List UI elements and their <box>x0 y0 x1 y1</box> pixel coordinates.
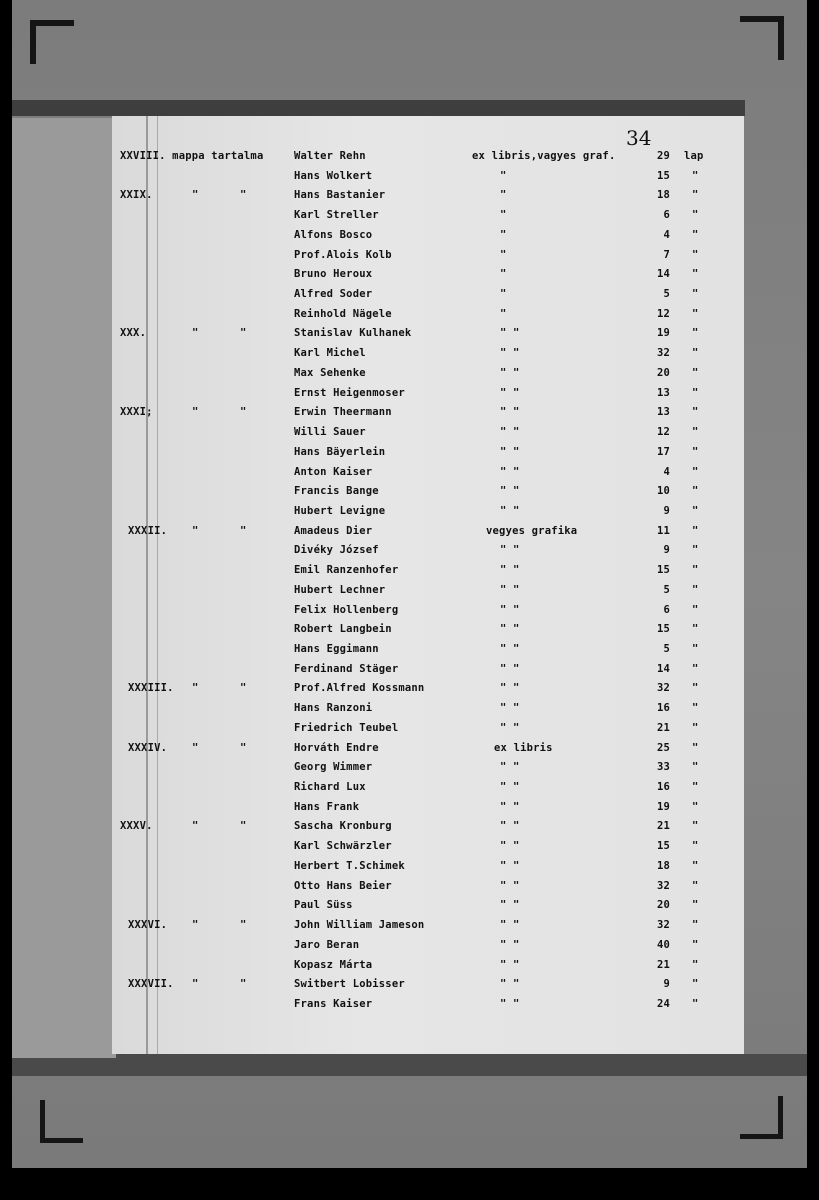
unit-ditto: " <box>692 978 699 991</box>
artist-name: Hans Bastanier <box>294 189 386 202</box>
category-ditto: " <box>500 169 507 182</box>
ditto-mark: " <box>192 524 199 537</box>
unit-ditto: " <box>692 938 699 951</box>
category-ditto: " " <box>500 958 520 971</box>
category-ditto: " " <box>500 485 520 498</box>
unit-ditto: " <box>692 643 699 655</box>
artist-name: Willi Sauer <box>294 426 366 439</box>
category-ditto: " " <box>500 800 520 813</box>
folder-number: XXX. <box>120 327 147 340</box>
category-ditto: " " <box>500 859 520 872</box>
folder-number: XXXII. <box>128 524 168 537</box>
artist-name: Divéky József <box>294 544 379 557</box>
unit-ditto: " <box>692 544 699 557</box>
ditto-mark: " <box>240 741 247 754</box>
folder-number: XXXIII. <box>128 682 174 695</box>
category-ditto: " " <box>500 366 520 379</box>
unit-ditto: " <box>692 268 699 281</box>
unit-ditto: " <box>692 327 699 340</box>
sheet-count: 4 <box>663 228 670 241</box>
sheet-count: 16 <box>656 702 670 715</box>
unit-ditto: " <box>692 702 699 715</box>
category-ditto: " " <box>500 406 520 419</box>
sheet-count: 6 <box>663 209 670 222</box>
film-scratch <box>157 116 158 1054</box>
sheet-count: 11 <box>656 524 670 537</box>
folder-number: XXXIV. <box>128 741 168 754</box>
artist-name: Stanislav Kulhanek <box>294 327 412 340</box>
film-scratch <box>146 116 148 1054</box>
artist-name: Emil Ranzenhofer <box>294 564 399 577</box>
sheet-count: 9 <box>663 978 670 991</box>
category-ditto: " " <box>500 544 520 557</box>
sheet-count: 15 <box>656 840 670 853</box>
unit-ditto: " <box>692 426 699 439</box>
unit-ditto: " <box>692 169 699 182</box>
sheet-count: 32 <box>656 879 670 892</box>
artist-name: Robert Langbein <box>294 623 392 636</box>
artist-name: Hubert Lechner <box>294 583 386 596</box>
unit-ditto: " <box>692 465 699 478</box>
category-ditto: " <box>500 189 507 202</box>
sheet-count: 19 <box>656 800 670 813</box>
unit-ditto: " <box>692 997 699 1010</box>
unit-ditto: " <box>692 583 699 596</box>
category-ditto: " " <box>500 445 520 458</box>
sheet-count: 21 <box>656 958 670 971</box>
sheet-count: 5 <box>663 288 670 301</box>
sheet-count: 18 <box>656 859 670 872</box>
artist-name: Karl Streller <box>294 209 379 222</box>
artist-name: Richard Lux <box>294 781 366 794</box>
artist-name: Felix Hollenberg <box>294 603 399 616</box>
ditto-mark: " <box>192 682 199 695</box>
artist-name: Alfred Soder <box>294 288 373 301</box>
category-ditto: " " <box>500 386 520 399</box>
unit-ditto: " <box>692 485 699 498</box>
category-ditto: " " <box>500 820 520 833</box>
unit-ditto: " <box>692 899 699 912</box>
unit-ditto: " <box>692 386 699 399</box>
artist-name: Max Sehenke <box>294 366 366 379</box>
category-ditto: " " <box>500 327 520 340</box>
artist-name: Friedrich Teubel <box>294 721 399 734</box>
artist-name: Alfons Bosco <box>294 228 373 241</box>
underlying-page-strip <box>12 118 116 1058</box>
unit-ditto: " <box>692 504 699 517</box>
unit-ditto: " <box>692 623 699 636</box>
artist-name: Prof.Alfred Kossmann <box>294 682 425 695</box>
unit-ditto: " <box>692 958 699 971</box>
folder-number: XXXVII. <box>128 978 174 991</box>
artist-name: Paul Süss <box>294 899 353 912</box>
ditto-mark: " <box>240 978 247 991</box>
category-ditto: " " <box>500 781 520 794</box>
ditto-mark: " <box>192 189 199 202</box>
category-ditto: " " <box>500 426 520 439</box>
sheet-count: 25 <box>656 741 670 754</box>
artist-name: Georg Wimmer <box>294 761 373 774</box>
frame-corner-mark <box>740 16 784 60</box>
sheet-count: 17 <box>656 445 670 458</box>
unit-ditto: " <box>692 662 699 675</box>
sheet-count: 32 <box>656 919 670 932</box>
sheet-count: 6 <box>663 603 670 616</box>
artist-name: Hans Ranzoni <box>294 702 373 715</box>
folder-number: XXXI; <box>120 406 153 419</box>
ditto-mark: " <box>192 741 199 754</box>
unit-ditto: " <box>692 209 699 222</box>
ditto-mark: " <box>240 820 247 833</box>
unit-ditto: " <box>692 761 699 774</box>
ditto-mark: " <box>240 919 247 932</box>
unit-ditto: " <box>692 288 699 301</box>
artist-name: Hans Wolkert <box>294 169 373 182</box>
category: ex libris <box>494 741 553 754</box>
unit-ditto: " <box>692 741 699 754</box>
artist-name: Otto Hans Beier <box>294 879 392 892</box>
sheet-count: 10 <box>656 485 670 498</box>
artist-name: Karl Michel <box>294 347 366 360</box>
artist-name: Hubert Levigne <box>294 504 386 517</box>
artist-name: John William Jameson <box>294 919 425 932</box>
sheet-count: 24 <box>656 997 670 1010</box>
sheet-count: 21 <box>656 820 670 833</box>
artist-name: Sascha Kronburg <box>294 820 392 833</box>
ditto-mark: " <box>240 524 247 537</box>
sheet-count: 32 <box>656 347 670 360</box>
artist-name: Hans Frank <box>294 800 360 813</box>
category-ditto: " " <box>500 761 520 774</box>
category-ditto: " " <box>500 899 520 912</box>
artist-name: Francis Bange <box>294 485 379 498</box>
artist-name: Amadeus Dier <box>294 524 373 537</box>
folder-number: XXXV. <box>120 820 153 833</box>
sheet-count: 4 <box>663 465 670 478</box>
ditto-mark: " <box>240 682 247 695</box>
category-ditto: " " <box>500 465 520 478</box>
unit-ditto: " <box>692 366 699 379</box>
ditto-mark: " <box>240 406 247 419</box>
artist-name: Erwin Theermann <box>294 406 392 419</box>
sheet-count: 29 <box>656 150 670 162</box>
unit-ditto: " <box>692 307 699 320</box>
ditto-mark: " <box>240 327 247 340</box>
frame-corner-mark <box>30 20 74 64</box>
sheet-count: 15 <box>656 623 670 636</box>
artist-name: Reinhold Nägele <box>294 307 392 320</box>
folder-number: XXXVI. <box>128 919 168 932</box>
category-ditto: " " <box>500 702 520 715</box>
category-ditto: " " <box>500 583 520 596</box>
category-ditto: " " <box>500 919 520 932</box>
unit-ditto: " <box>692 524 699 537</box>
sheet-count: 14 <box>656 662 670 675</box>
sheet-count: 19 <box>656 327 670 340</box>
frame-corner-mark <box>740 1096 783 1139</box>
ditto-mark: " <box>192 978 199 991</box>
category: ex libris,vagyes graf. <box>472 150 616 162</box>
artist-name: Karl Schwärzler <box>294 840 392 853</box>
category-ditto: " " <box>500 938 520 951</box>
artist-name: Hans Bäyerlein <box>294 445 386 458</box>
category-ditto: " " <box>500 643 520 655</box>
sheet-count: 9 <box>663 544 670 557</box>
category-ditto: " <box>500 288 507 301</box>
artist-name: Prof.Alois Kolb <box>294 248 392 261</box>
artist-name: Jaro Beran <box>294 938 360 951</box>
category-ditto: " " <box>500 347 520 360</box>
category: vegyes grafika <box>486 524 578 537</box>
unit-ditto: " <box>692 248 699 261</box>
sheet-count: 15 <box>656 169 670 182</box>
artist-name: Herbert T.Schimek <box>294 859 405 872</box>
sheet-count: 21 <box>656 721 670 734</box>
sheet-count: 14 <box>656 268 670 281</box>
sheet-count: 13 <box>656 386 670 399</box>
ditto-mark: " <box>192 919 199 932</box>
category-ditto: " " <box>500 840 520 853</box>
ditto-mark: " <box>240 189 247 202</box>
unit-ditto: " <box>692 820 699 833</box>
unit-ditto: " <box>692 800 699 813</box>
sheet-count: 5 <box>663 583 670 596</box>
unit-ditto: " <box>692 682 699 695</box>
category-ditto: " " <box>500 564 520 577</box>
artist-name: Horváth Endre <box>294 741 379 754</box>
sheet-count: 20 <box>656 899 670 912</box>
category-ditto: " " <box>500 997 520 1010</box>
ditto-mark: " <box>192 327 199 340</box>
frame-corner-mark <box>40 1100 83 1143</box>
unit-ditto: " <box>692 859 699 872</box>
sheet-count: 12 <box>656 426 670 439</box>
artist-name: Anton Kaiser <box>294 465 373 478</box>
category-ditto: " " <box>500 978 520 991</box>
sheet-count: 13 <box>656 406 670 419</box>
sheet-count: 40 <box>656 938 670 951</box>
handwritten-page-number: 34 <box>626 126 652 150</box>
sheet-count: 18 <box>656 189 670 202</box>
category-ditto: " " <box>500 879 520 892</box>
category-ditto: " <box>500 228 507 241</box>
folder-header: XXVIII. mappa tartalma <box>120 150 264 162</box>
artist-name: Switbert Lobisser <box>294 978 405 991</box>
sheet-count: 12 <box>656 307 670 320</box>
unit-ditto: " <box>692 721 699 734</box>
sheet-count: 16 <box>656 781 670 794</box>
sheet-count: 5 <box>663 643 670 655</box>
category-ditto: " " <box>500 623 520 636</box>
category-ditto: " " <box>500 721 520 734</box>
unit-ditto: " <box>692 445 699 458</box>
sheet-count: 7 <box>663 248 670 261</box>
unit-ditto: " <box>692 919 699 932</box>
artist-name: Bruno Heroux <box>294 268 373 281</box>
category-ditto: " <box>500 268 507 281</box>
artist-name: Walter Rehn <box>294 150 366 162</box>
unit-ditto: " <box>692 879 699 892</box>
category-ditto: " " <box>500 603 520 616</box>
unit-ditto: " <box>692 840 699 853</box>
category-ditto: " " <box>500 662 520 675</box>
artist-name: Ernst Heigenmoser <box>294 386 405 399</box>
ditto-mark: " <box>192 406 199 419</box>
unit-header: lap <box>684 150 704 162</box>
category-ditto: " <box>500 307 507 320</box>
unit-ditto: " <box>692 189 699 202</box>
page-shadow-edge <box>12 1054 807 1076</box>
unit-ditto: " <box>692 406 699 419</box>
folder-number: XXIX. <box>120 189 153 202</box>
page-shadow-edge <box>12 100 745 116</box>
unit-ditto: " <box>692 228 699 241</box>
category-ditto: " " <box>500 504 520 517</box>
unit-ditto: " <box>692 603 699 616</box>
sheet-count: 32 <box>656 682 670 695</box>
artist-name: Frans Kaiser <box>294 997 373 1010</box>
category-ditto: " " <box>500 682 520 695</box>
category-ditto: " <box>500 248 507 261</box>
sheet-count: 15 <box>656 564 670 577</box>
unit-ditto: " <box>692 781 699 794</box>
artist-name: Hans Eggimann <box>294 643 379 655</box>
artist-name: Ferdinand Stäger <box>294 662 399 675</box>
artist-name: Kopasz Márta <box>294 958 373 971</box>
unit-ditto: " <box>692 564 699 577</box>
sheet-count: 33 <box>656 761 670 774</box>
sheet-count: 20 <box>656 366 670 379</box>
sheet-count: 9 <box>663 504 670 517</box>
category-ditto: " <box>500 209 507 222</box>
unit-ditto: " <box>692 347 699 360</box>
ditto-mark: " <box>192 820 199 833</box>
